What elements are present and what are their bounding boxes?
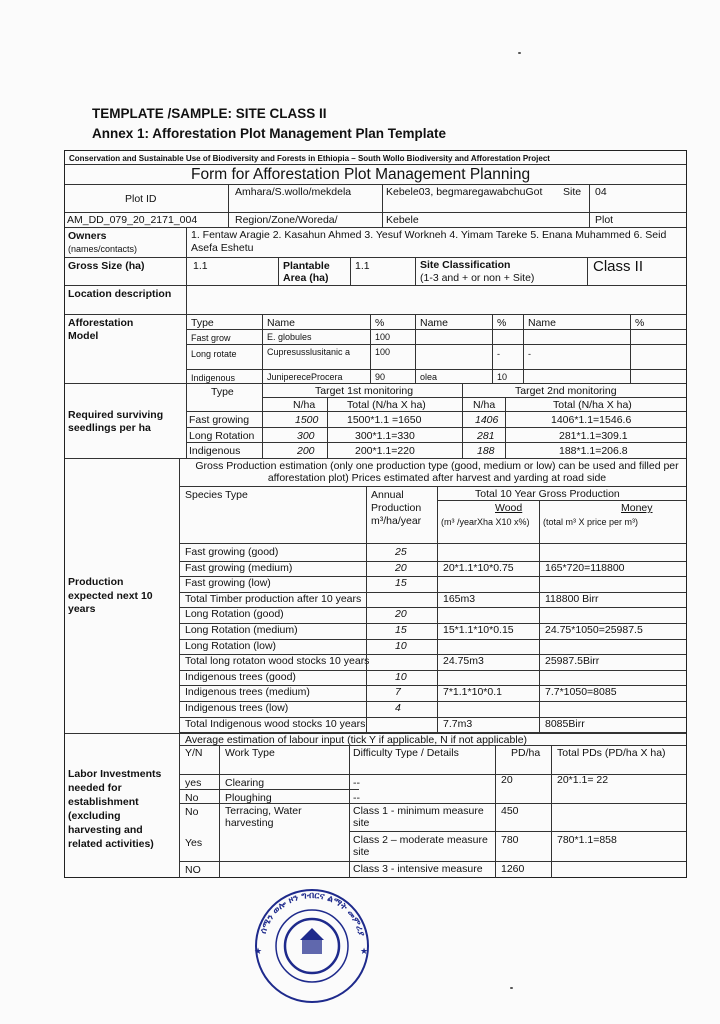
site-label: Site bbox=[563, 186, 582, 198]
labor-row-pd: 780 bbox=[501, 834, 519, 846]
production-row-wood: 20*1.1*10*0.75 bbox=[443, 561, 514, 574]
production-row-money: 24.75*1050=25987.5 bbox=[545, 624, 643, 636]
labor-row-yn: NO bbox=[185, 864, 201, 876]
gross-size-label: Gross Size (ha) bbox=[68, 260, 145, 272]
production-row-type: Total long rotaton wood stocks 10 years bbox=[185, 655, 370, 668]
labor-row-total: 780*1.1=858 bbox=[557, 834, 617, 846]
prod-h-money-sub: (total m³ X price per m³) bbox=[543, 517, 639, 527]
seed-row-n2: 188 bbox=[477, 445, 495, 457]
prod-h-species: Species Type bbox=[185, 489, 248, 501]
prod-h-annual: Annual Production m³/ha/year bbox=[371, 489, 422, 527]
seed-h-tot2: Total (N/ha X ha) bbox=[553, 399, 632, 411]
labor-h-total: Total PDs (PD/ha X ha) bbox=[557, 747, 666, 759]
model-row-pct: 100 bbox=[375, 332, 391, 342]
model-label-2: Model bbox=[68, 330, 99, 342]
labor-row-pd: 20 bbox=[501, 774, 513, 786]
production-row-annual: 20 bbox=[395, 561, 407, 574]
seed-h-t2: Target 2nd monitoring bbox=[515, 385, 617, 397]
gross-size-value: 1.1 bbox=[193, 260, 208, 272]
prod-h-wood: Wood bbox=[495, 502, 523, 514]
production-row-type: Total Timber production after 10 years bbox=[185, 592, 362, 605]
labor-row-diff: -- bbox=[353, 792, 360, 804]
production-row-annual: 20 bbox=[395, 608, 407, 621]
production-row-type: Fast growing (medium) bbox=[185, 561, 293, 574]
production-row-type: Indigenous trees (low) bbox=[185, 702, 289, 714]
seedlings-label: Required surviving seedlings per ha bbox=[68, 409, 164, 434]
plot-id-label: Plot ID bbox=[125, 193, 157, 205]
production-row-type: Fast growing (low) bbox=[185, 577, 271, 590]
seed-row-n1: 200 bbox=[297, 445, 315, 457]
model-row-pct2: - bbox=[497, 349, 500, 359]
production-note: Gross Production estimation (only one production type (good, medium or low) can be used and filled per afforestation plot) Prices estimated after harvest and yarding at road side bbox=[195, 460, 679, 484]
production-row-type: Total Indigenous wood stocks 10 years bbox=[185, 717, 366, 730]
model-row-type: Long rotate bbox=[191, 349, 237, 359]
model-h-pct1: % bbox=[375, 317, 385, 329]
production-row-money: 7.7*1050=8085 bbox=[545, 686, 617, 699]
seed-h-tot1: Total (N/ha X ha) bbox=[347, 399, 426, 411]
labor-row-diff: Class 3 - intensive measure bbox=[353, 863, 483, 875]
production-row-wood: 7*1.1*10*0.1 bbox=[443, 686, 502, 699]
production-label: Production expected next 10 years bbox=[68, 576, 153, 615]
production-row-wood: 24.75m3 bbox=[443, 655, 484, 668]
model-h-name3: Name bbox=[528, 317, 557, 329]
seed-h-nha1: N/ha bbox=[293, 399, 316, 411]
model-row-name3: - bbox=[528, 349, 531, 359]
model-row-pct: 90 bbox=[375, 372, 386, 382]
production-row-money: 8085Birr bbox=[545, 717, 585, 730]
production-row-money: 118800 Birr bbox=[545, 592, 599, 605]
model-row-pct: 100 bbox=[375, 347, 391, 357]
site-class-sub: (1-3 and + or non + Site) bbox=[420, 272, 535, 284]
template-heading: TEMPLATE /SAMPLE: SITE CLASS II bbox=[92, 106, 327, 121]
labor-note: Average estimation of labour input (tick Y if applicable, N if not applicable) bbox=[185, 734, 528, 746]
production-row-annual: 25 bbox=[395, 546, 407, 558]
plantable-label: Plantable Area (ha) bbox=[283, 260, 330, 284]
labor-row-diff: -- bbox=[353, 777, 360, 789]
model-h-name2: Name bbox=[420, 317, 449, 329]
seed-row-t2: 281*1.1=309.1 bbox=[559, 430, 628, 442]
model-row-name2: olea bbox=[420, 372, 438, 382]
seed-row-t1: 200*1.1=220 bbox=[355, 445, 415, 457]
production-row-wood: 7.7m3 bbox=[443, 717, 473, 730]
official-stamp bbox=[242, 884, 382, 1014]
svg-text:★: ★ bbox=[254, 947, 263, 957]
production-row-type: Indigenous trees (medium) bbox=[185, 686, 310, 699]
seed-h-t1: Target 1st monitoring bbox=[315, 385, 414, 397]
production-row-type: Long Rotation (good) bbox=[185, 608, 284, 621]
prod-h-money: Money bbox=[621, 502, 653, 514]
plot-id-value: AM_DD_079_20_2171_004 bbox=[67, 214, 198, 226]
production-row-type: Indigenous trees (good) bbox=[185, 670, 296, 683]
model-row-name: Cupresusslusitanic a bbox=[267, 347, 351, 357]
kebele-value: Kebele03, begmaregawabchuGot bbox=[386, 186, 543, 198]
labor-row-yn: Yes bbox=[185, 837, 203, 849]
labor-row-yn: yes bbox=[185, 777, 202, 789]
labor-row-yn: No bbox=[185, 806, 199, 818]
production-row-wood: 165m3 bbox=[443, 592, 476, 605]
labor-row-yn: No bbox=[185, 792, 199, 804]
seed-row-type: Indigenous bbox=[189, 445, 241, 457]
seed-h-type: Type bbox=[211, 386, 234, 398]
seed-row-type: Long Rotation bbox=[189, 430, 255, 442]
seed-row-t2: 1406*1.1=1546.6 bbox=[551, 414, 632, 426]
model-h-type: Type bbox=[191, 317, 214, 329]
production-row-annual: 10 bbox=[395, 639, 407, 652]
owners-value: 1. Fentaw Aragie 2. Kasahun Ahmed 3. Yesuf Workneh 4. Yimam Tareke 5. Enana Muhammed 6. Seid Asefa Eshetu bbox=[191, 229, 667, 254]
labor-row-diff: Class 2 – moderate measure site bbox=[353, 834, 488, 858]
seed-row-n1: 300 bbox=[297, 430, 315, 442]
seed-row-t1: 1500*1.1 =1650 bbox=[347, 414, 422, 426]
project-title: Conservation and Sustainable Use of Biodiversity and Forests in Ethiopia – South Wollo Biodiversity and Afforestation Project bbox=[69, 154, 550, 163]
production-row-annual: 4 bbox=[395, 702, 401, 714]
labor-row-work: Clearing bbox=[225, 777, 265, 789]
stamp-text: ሰሜን ወሎ ዞን ግብርና ልማት መምሪያ bbox=[258, 890, 366, 938]
labor-h-work: Work Type bbox=[225, 747, 275, 759]
owners-label: Owners bbox=[68, 230, 107, 242]
plan-form bbox=[64, 150, 687, 878]
production-row-wood: 15*1.1*10*0.15 bbox=[443, 624, 514, 636]
production-row-money: 25987.5Birr bbox=[545, 655, 600, 668]
labor-h-diff: Difficulty Type / Details bbox=[353, 747, 459, 759]
production-row-type: Long Rotation (medium) bbox=[185, 624, 298, 636]
plantable-value: 1.1 bbox=[355, 260, 370, 272]
model-h-name1: Name bbox=[267, 317, 296, 329]
prod-h-wood-sub: (m³ /yearXha X10 x%) bbox=[441, 517, 530, 527]
model-h-pct2: % bbox=[497, 317, 507, 329]
production-row-annual: 7 bbox=[395, 686, 401, 699]
seed-row-n2: 1406 bbox=[475, 414, 499, 426]
model-row-pct2: 10 bbox=[497, 372, 508, 382]
plot-label: Plot bbox=[595, 214, 614, 226]
production-row-annual: 15 bbox=[395, 624, 407, 636]
prod-h-total: Total 10 Year Gross Production bbox=[475, 488, 620, 500]
labor-row-total: 20*1.1= 22 bbox=[557, 774, 609, 786]
labor-label: Labor Investments needed for establishment (excluding harvesting and related activities) bbox=[68, 768, 162, 850]
labor-row-work: Terracing, Water harvesting bbox=[225, 805, 302, 829]
form-title: Form for Afforestation Plot Management Planning bbox=[191, 166, 531, 183]
model-row-name: JuniperecеProcera bbox=[267, 372, 343, 382]
model-row-name: E. globules bbox=[267, 332, 312, 342]
seed-row-t2: 188*1.1=206.8 bbox=[559, 445, 628, 457]
site-class-value: Class II bbox=[593, 258, 644, 275]
seed-row-t1: 300*1.1=330 bbox=[355, 430, 415, 442]
labor-row-diff: Class 1 - minimum measure site bbox=[353, 805, 484, 829]
site-value: 04 bbox=[595, 186, 607, 198]
seed-row-type: Fast growing bbox=[189, 414, 250, 426]
labor-h-pd: PD/ha bbox=[511, 747, 541, 759]
annex-heading: Annex 1: Afforestation Plot Management Plan Template bbox=[92, 126, 447, 141]
seed-h-nha2: N/ha bbox=[473, 399, 496, 411]
labor-row-work: Ploughing bbox=[225, 792, 272, 804]
production-row-annual: 15 bbox=[395, 577, 407, 590]
model-label-1: Afforestation bbox=[68, 317, 134, 329]
region-value: Amhara/S.wollo/mekdela bbox=[235, 186, 352, 198]
kebele-label: Kebele bbox=[386, 214, 419, 226]
production-row-money: 165*720=118800 bbox=[545, 561, 625, 574]
production-row-type: Fast growing (good) bbox=[185, 546, 279, 558]
site-class-label: Site Classification bbox=[420, 259, 511, 271]
production-row-type: Long Rotation (low) bbox=[185, 639, 277, 652]
owners-sublabel: (names/contacts) bbox=[68, 244, 138, 254]
model-h-pct3: % bbox=[635, 317, 645, 329]
location-label: Location description bbox=[68, 288, 172, 300]
region-label: Region/Zone/Woreda/ bbox=[235, 214, 338, 226]
svg-text:★: ★ bbox=[360, 947, 369, 957]
model-row-type: Fast grow bbox=[191, 333, 231, 343]
labor-row-pd: 450 bbox=[501, 805, 519, 817]
seed-row-n1: 1500 bbox=[295, 414, 319, 426]
seed-row-n2: 281 bbox=[477, 430, 495, 442]
labor-row-pd: 1260 bbox=[501, 863, 525, 875]
labor-h-yn: Y/N bbox=[185, 747, 203, 759]
model-row-type: Indigenous bbox=[191, 373, 236, 383]
production-row-annual: 10 bbox=[395, 670, 407, 683]
